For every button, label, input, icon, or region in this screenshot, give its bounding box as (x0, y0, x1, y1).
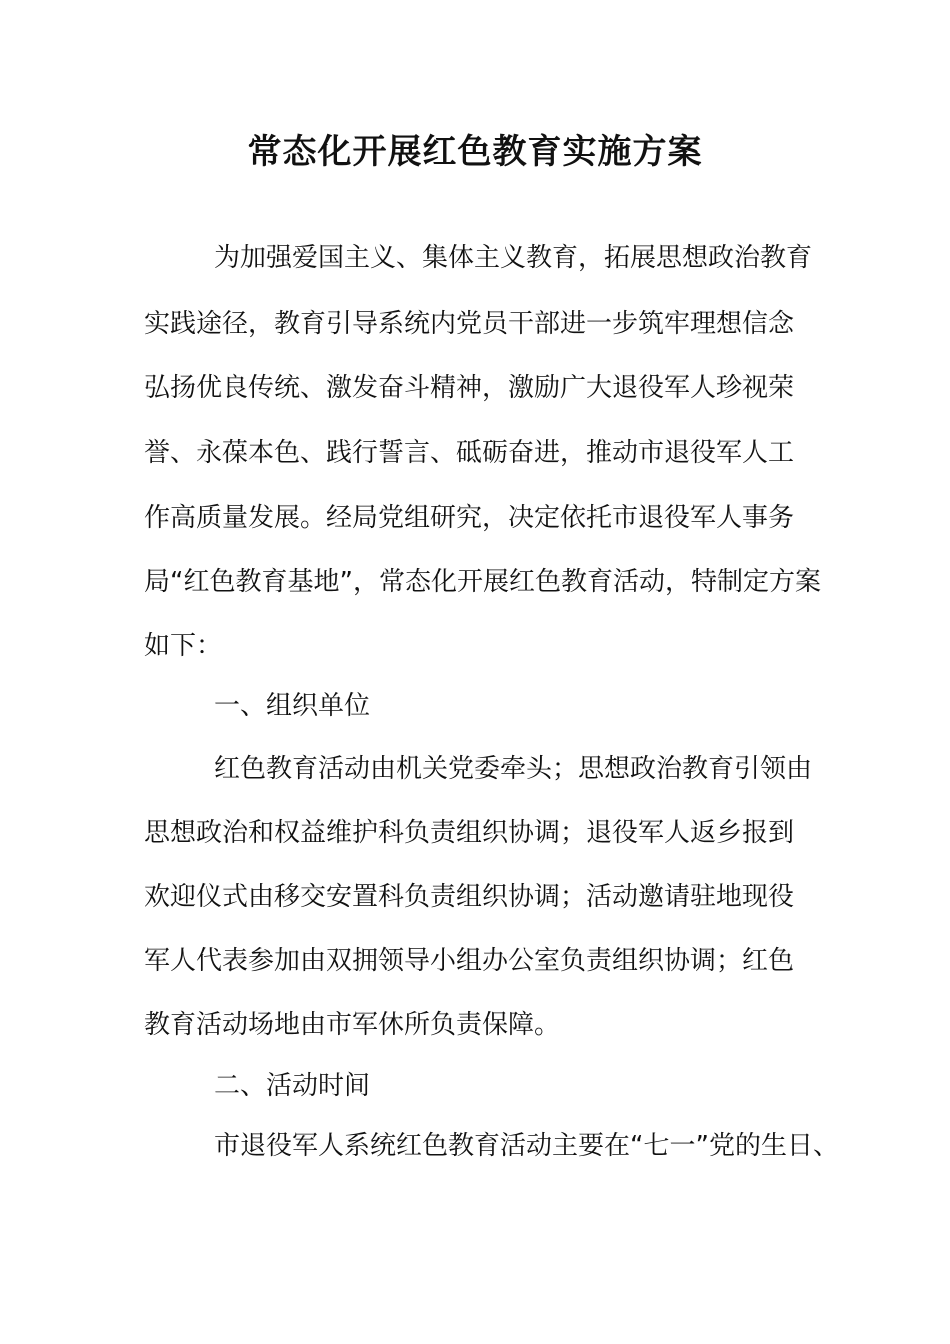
text-line: 作高质量发展。经局党组研究，决定依托市退役军人事务 (144, 503, 795, 533)
text-line: 红色教育活动由机关党委牵头；思想政治教育引领由 (214, 754, 813, 784)
text-line: 为加强爱国主义、集体主义教育，拓展思想政治教育 (214, 243, 813, 273)
text-line: 欢迎仪式由移交安置科负责组织协调；活动邀请驻地现役 (144, 882, 795, 912)
document-title: 常态化开展红色教育实施方案 (247, 132, 703, 172)
section-heading: 二、活动时间 (214, 1071, 371, 1101)
text-line: 弘扬优良传统、激发奋斗精神，激励广大退役军人珍视荣 (144, 373, 795, 403)
text-line: 市退役军人系统红色教育活动主要在“七一”党的生日、 (214, 1131, 839, 1161)
section-heading: 一、组织单位 (214, 691, 371, 721)
text-line: 思想政治和权益维护科负责组织协调；退役军人返乡报到 (144, 818, 795, 848)
text-line: 军人代表参加由双拥领导小组办公室负责组织协调；红色 (144, 946, 795, 976)
text-line: 誉、永葆本色、践行誓言、砥砺奋进，推动市退役军人工 (144, 438, 795, 468)
text-line: 如下： (144, 631, 223, 661)
text-line: 教育活动场地由市军休所负责保障。 (144, 1010, 561, 1040)
text-line: 局“红色教育基地”，常态化开展红色教育活动，特制定方案 (144, 567, 821, 597)
text-line: 实践途径，教育引导系统内党员干部进一步筑牢理想信念 (144, 309, 795, 339)
